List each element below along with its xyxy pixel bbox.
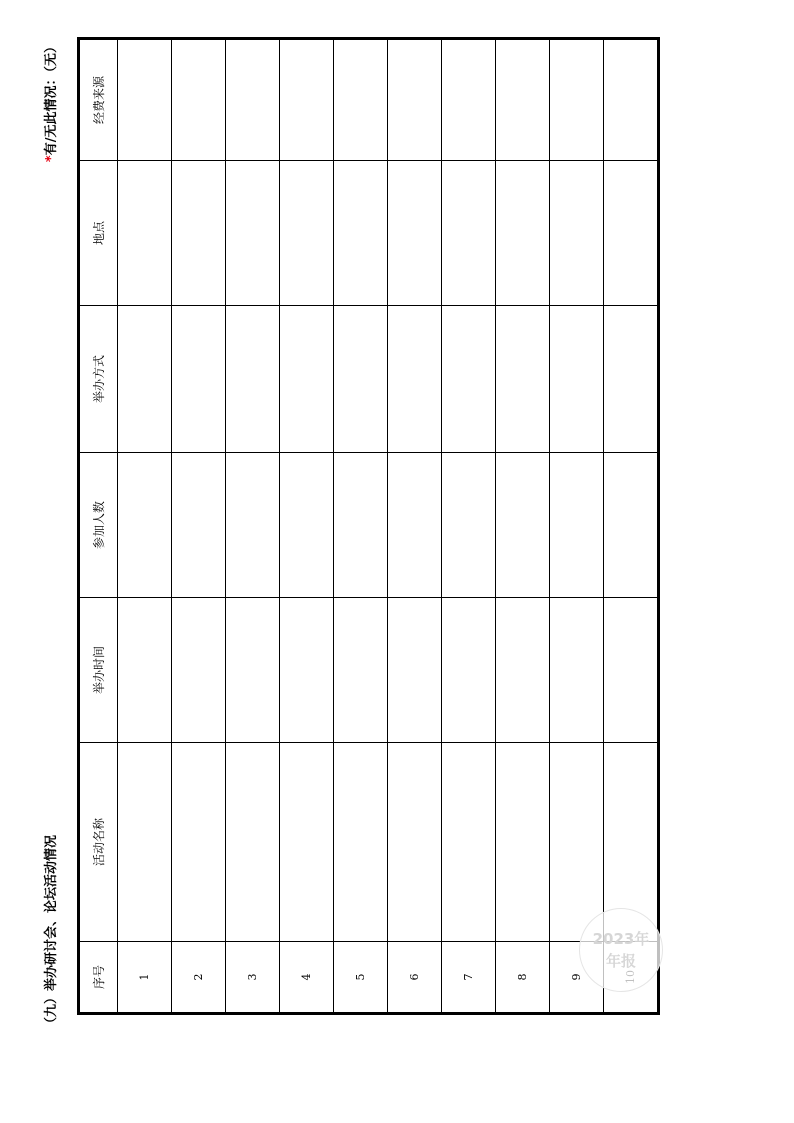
cell-funding[interactable] (280, 39, 334, 161)
row-seq: 4 (280, 942, 334, 1014)
cell-location[interactable] (280, 161, 334, 306)
annual-report-watermark (579, 908, 663, 992)
row-seq: 9 (550, 942, 604, 1014)
status-line (40, 40, 59, 162)
table-row (604, 39, 659, 1014)
table-row (172, 39, 226, 1014)
cell-activity-name[interactable] (550, 743, 604, 942)
header-date: 举办时间 (79, 598, 118, 743)
cell-format[interactable] (550, 306, 604, 453)
cell-date[interactable] (334, 598, 388, 743)
status-label: 有/无此情况：（无） (44, 40, 59, 156)
cell-date[interactable] (550, 598, 604, 743)
cell-funding[interactable] (604, 39, 659, 161)
cell-funding[interactable] (388, 39, 442, 161)
cell-participants[interactable] (496, 453, 550, 598)
cell-participants[interactable] (280, 453, 334, 598)
table-row (388, 39, 442, 1014)
cell-funding[interactable] (226, 39, 280, 161)
cell-location[interactable] (118, 161, 172, 306)
header-seq: 序号 (79, 942, 118, 1014)
cell-participants[interactable] (604, 453, 659, 598)
cell-activity-name[interactable] (118, 743, 172, 942)
rotated-page (40, 40, 665, 1030)
cell-location[interactable] (172, 161, 226, 306)
cell-format[interactable] (496, 306, 550, 453)
cell-funding[interactable] (118, 39, 172, 161)
cell-format[interactable] (118, 306, 172, 453)
cell-funding[interactable] (442, 39, 496, 161)
header-activity-name: 活动名称 (79, 743, 118, 942)
row-seq: 3 (226, 942, 280, 1014)
row-seq: 7 (442, 942, 496, 1014)
cell-date[interactable] (118, 598, 172, 743)
section-title: （九）举办研讨会、论坛活动情况 (44, 834, 59, 1030)
stamp-label: 年报 (605, 952, 636, 970)
cell-activity-name[interactable] (172, 743, 226, 942)
stamp-year: 2023年 (592, 930, 650, 948)
cell-location[interactable] (496, 161, 550, 306)
cell-activity-name[interactable] (226, 743, 280, 942)
cell-participants[interactable] (226, 453, 280, 598)
row-seq: 8 (496, 942, 550, 1014)
required-star: * (44, 155, 59, 163)
table-row (118, 39, 172, 1014)
cell-date[interactable] (604, 598, 659, 743)
row-seq: 2 (172, 942, 226, 1014)
table-row (442, 39, 496, 1014)
cell-participants[interactable] (118, 453, 172, 598)
table-header-row (79, 39, 118, 1014)
cell-location[interactable] (388, 161, 442, 306)
cell-format[interactable] (334, 306, 388, 453)
header-funding: 经费来源 (79, 39, 118, 161)
cell-participants[interactable] (442, 453, 496, 598)
activity-table (77, 37, 660, 1015)
cell-funding[interactable] (334, 39, 388, 161)
header-format: 举办方式 (79, 306, 118, 453)
table-row (280, 39, 334, 1014)
cell-activity-name[interactable] (334, 743, 388, 942)
cell-format[interactable] (604, 306, 659, 453)
cell-participants[interactable] (172, 453, 226, 598)
cell-location[interactable] (550, 161, 604, 306)
cell-format[interactable] (442, 306, 496, 453)
cell-participants[interactable] (550, 453, 604, 598)
cell-funding[interactable] (496, 39, 550, 161)
cell-participants[interactable] (388, 453, 442, 598)
cell-location[interactable] (334, 161, 388, 306)
cell-date[interactable] (226, 598, 280, 743)
table-row (550, 39, 604, 1014)
header-location: 地点 (79, 161, 118, 306)
cell-activity-name[interactable] (496, 743, 550, 942)
cell-date[interactable] (172, 598, 226, 743)
cell-location[interactable] (604, 161, 659, 306)
cell-date[interactable] (280, 598, 334, 743)
cell-activity-name[interactable] (280, 743, 334, 942)
table-row (334, 39, 388, 1014)
cell-format[interactable] (280, 306, 334, 453)
cell-date[interactable] (496, 598, 550, 743)
row-seq: 5 (334, 942, 388, 1014)
cell-activity-name[interactable] (442, 743, 496, 942)
cell-format[interactable] (172, 306, 226, 453)
cell-date[interactable] (442, 598, 496, 743)
cell-format[interactable] (226, 306, 280, 453)
cell-funding[interactable] (172, 39, 226, 161)
row-seq: 1 (118, 942, 172, 1014)
cell-activity-name[interactable] (388, 743, 442, 942)
table-row (496, 39, 550, 1014)
table-row (226, 39, 280, 1014)
cell-date[interactable] (388, 598, 442, 743)
cell-location[interactable] (226, 161, 280, 306)
cell-funding[interactable] (550, 39, 604, 161)
row-seq: 6 (388, 942, 442, 1014)
cell-format[interactable] (388, 306, 442, 453)
cell-participants[interactable] (334, 453, 388, 598)
header-participants: 参加人数 (79, 453, 118, 598)
cell-location[interactable] (442, 161, 496, 306)
